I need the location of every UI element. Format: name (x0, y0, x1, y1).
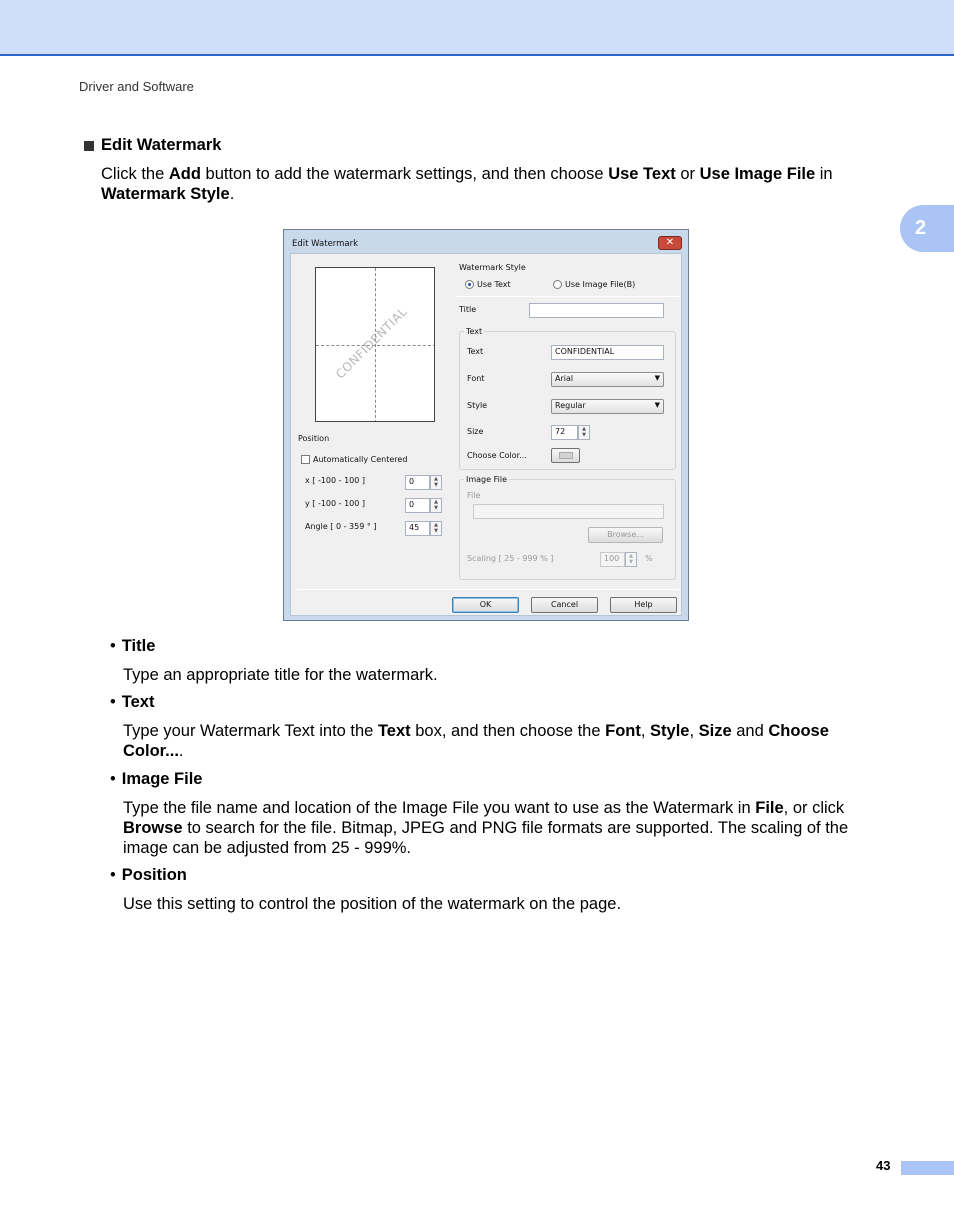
auto-centered-label: Automatically Centered (313, 455, 408, 464)
intro-paragraph (101, 164, 881, 204)
color-swatch (559, 452, 573, 459)
bullet-dot-icon: • (110, 693, 116, 711)
use-text-label: Use Text (477, 280, 511, 289)
cancel-button[interactable]: Cancel (531, 597, 598, 613)
angle-label: Angle [ 0 - 359 ° ] (305, 522, 377, 531)
page-number: 43 (876, 1158, 891, 1173)
bullet-title (110, 637, 155, 656)
bullet-image-file-desc (123, 798, 883, 858)
style-select[interactable] (551, 399, 664, 414)
title-label: Title (459, 305, 477, 314)
bullet-title-label: Title (121, 637, 156, 655)
page-number-bar (901, 1161, 954, 1175)
running-head: Driver and Software (79, 79, 194, 94)
bullet-title-desc: Type an appropriate title for the watermark. (123, 666, 438, 684)
bullet-text-desc (123, 721, 883, 761)
intro-text: . (229, 185, 235, 203)
size-spinner[interactable]: ▲ ▼ (578, 425, 590, 440)
close-icon[interactable]: ✕ (658, 236, 682, 250)
bullet-position (110, 866, 187, 885)
use-image-file-radio[interactable] (553, 280, 562, 289)
bullet-position-desc: Use this setting to control the position of the watermark on the page. (123, 895, 622, 913)
use-image-file-label: Use Image File(B) (565, 280, 636, 289)
font-select[interactable] (551, 372, 664, 387)
bullet-text-label: Text (121, 693, 155, 711)
desc-text: , (689, 722, 699, 740)
desc-bold: Size (698, 722, 732, 740)
intro-bold-add: Add (168, 165, 201, 183)
size-label: Size (467, 427, 484, 436)
help-button[interactable]: Help (610, 597, 677, 613)
position-label: Position (298, 434, 330, 443)
scaling-spinner[interactable]: ▲ ▼ (625, 552, 637, 567)
scaling-input[interactable]: 100 (600, 552, 625, 567)
chevron-down-icon: ▼ (654, 374, 660, 382)
bullet-dot-icon: • (110, 866, 116, 884)
square-bullet-icon (84, 141, 94, 151)
file-label: File (467, 491, 481, 500)
image-file-group-title: Image File (466, 475, 507, 484)
font-label: Font (467, 374, 485, 383)
y-spinner[interactable]: ▲ ▼ (430, 498, 442, 513)
style-label: Style (467, 401, 488, 410)
text-input[interactable]: CONFIDENTIAL (551, 345, 664, 360)
desc-text: , (640, 722, 651, 740)
desc-bold: Choose Color... (123, 722, 829, 760)
desc-bold: Font (605, 722, 641, 740)
style-select-value: Regular (555, 401, 586, 410)
desc-bold: Style (650, 722, 690, 740)
intro-text: in (815, 165, 833, 183)
x-label: x [ -100 - 100 ] (305, 476, 366, 485)
x-spinner[interactable]: ▲ ▼ (430, 475, 442, 490)
intro-text: or (675, 165, 700, 183)
bullet-dot-icon: • (110, 770, 116, 788)
dialog-client-area (290, 253, 682, 616)
y-input[interactable]: 0 (405, 498, 430, 513)
angle-spinner[interactable]: ▲ ▼ (430, 521, 442, 536)
font-select-value: Arial (555, 374, 574, 383)
text-label: Text (467, 347, 484, 356)
use-text-radio[interactable] (465, 280, 474, 289)
intro-text: button to add the watermark settings, and then choose (200, 165, 609, 183)
desc-bold: File (755, 799, 784, 817)
desc-text: and (731, 722, 769, 740)
desc-text: , or click (783, 799, 845, 817)
angle-input[interactable]: 45 (405, 521, 430, 536)
bullet-text (110, 693, 154, 712)
choose-color-button[interactable] (551, 448, 580, 463)
bullet-image-file (110, 770, 202, 789)
section-title: Edit Watermark (101, 136, 222, 154)
desc-text: . (178, 742, 184, 760)
chevron-down-icon: ▼ (654, 401, 660, 409)
intro-bold-watermark-style: Watermark Style (101, 185, 230, 203)
file-input[interactable] (473, 504, 664, 519)
scaling-percent: % (645, 554, 653, 563)
dialog-title: Edit Watermark (292, 239, 359, 249)
desc-bold: Browse (123, 819, 183, 837)
browse-button[interactable]: Browse... (588, 527, 663, 543)
title-input[interactable] (529, 303, 664, 318)
ok-button[interactable]: OK (452, 597, 519, 613)
desc-text: Type the file name and location of the Image File you want to use as the Watermark in (123, 799, 756, 817)
bullet-position-label: Position (121, 866, 187, 884)
watermark-preview (315, 267, 435, 422)
bullet-dot-icon: • (110, 637, 116, 655)
intro-text: Click the (101, 165, 169, 183)
size-input[interactable]: 72 (551, 425, 578, 440)
text-group-title: Text (466, 327, 483, 336)
bullet-image-file-label: Image File (121, 770, 203, 788)
intro-bold-use-image-file: Use Image File (699, 165, 816, 183)
y-label: y [ -100 - 100 ] (305, 499, 366, 508)
desc-bold: Text (377, 722, 411, 740)
header-band (0, 0, 954, 56)
desc-text: box, and then choose the (410, 722, 606, 740)
x-input[interactable]: 0 (405, 475, 430, 490)
desc-text: Type your Watermark Text into the (123, 722, 378, 740)
section-heading (84, 136, 221, 155)
edit-watermark-dialog (283, 229, 689, 621)
button-separator (297, 589, 679, 590)
intro-bold-use-text: Use Text (608, 165, 676, 183)
preview-watermark-text: CONFIDENTIAL (332, 304, 410, 382)
watermark-style-label: Watermark Style (459, 263, 526, 272)
style-separator (457, 296, 679, 297)
choose-color-label: Choose Color... (467, 451, 527, 460)
chapter-tab: 2 (900, 205, 954, 252)
scaling-label: Scaling [ 25 - 999 % ] (467, 554, 554, 563)
desc-text: to search for the file. Bitmap, JPEG and PNG file formats are supported. The scaling of the image can be adjusted from 25 - 999%. (123, 819, 849, 857)
auto-centered-checkbox[interactable] (301, 455, 310, 464)
